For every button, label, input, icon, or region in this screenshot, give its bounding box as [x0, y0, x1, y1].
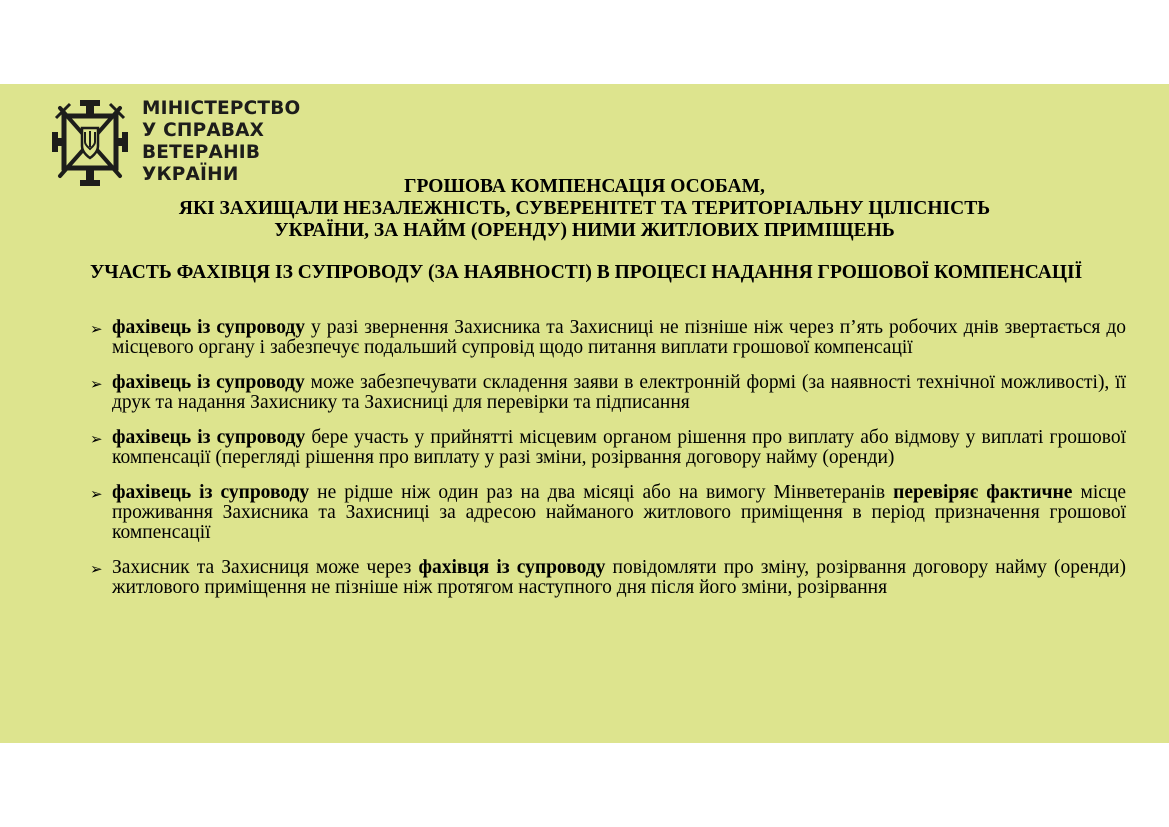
title-line: ЯКІ ЗАХИЩАЛИ НЕЗАЛЕЖНІСТЬ, СУВЕРЕНІТЕТ ТА ТЕРИТОРІАЛЬНУ ЦІЛІСНІСТЬ [178, 198, 991, 219]
bold-phrase: фахівець із супроводу [112, 482, 310, 503]
bold-phrase: перевіряє фактичне [893, 482, 1073, 503]
item-text: Захисник та Захисниця може через [112, 557, 419, 578]
title-line: ГРОШОВА КОМПЕНСАЦІЯ ОСОБАМ, [404, 176, 765, 197]
section-heading: УЧАСТЬ ФАХІВЦЯ ІЗ СУПРОВОДУ (ЗА НАЯВНОСТІ) В ПРОЦЕСІ НАДАННЯ ГРОШОВОЇ КОМПЕНСАЦІЇ [90, 262, 1083, 283]
arrow-bullet-icon: ➢ [90, 320, 103, 338]
list-item [90, 373, 1126, 413]
ministry-logo [50, 98, 300, 188]
bold-phrase: фахівець із супроводу [112, 372, 305, 393]
item-text: повідомляти про зміну, розірвання договору найму (оренди) житлового приміщення не пізніше ніж протягом наступного дня після його зміни, розірвання [112, 557, 1126, 598]
ministry-name [142, 98, 300, 186]
item-text: у разі звернення Захисника та Захисниці не пізніше ніж через п’ять робочих днів звертається до місцевого органу і забезпечує подальший супровід щодо питання виплати грошової компенсації [112, 317, 1126, 358]
page-title [40, 176, 1129, 242]
bold-phrase: фахівець із супроводу [112, 427, 306, 448]
bold-phrase: фахівець із супроводу [112, 317, 306, 338]
arrow-bullet-icon: ➢ [90, 485, 103, 503]
item-text: може забезпечувати складення заяви в електронній формі (за наявності технічної можливості), її друк та надання Захиснику та Захисниці для перевірки та підписання [112, 372, 1127, 413]
arrow-bullet-icon: ➢ [90, 560, 103, 578]
list-item [90, 318, 1126, 358]
ministry-emblem-icon [50, 98, 130, 188]
item-text: бере участь у прийнятті місцевим органом рішення про виплату або відмову у виплаті грошової компенсації (перегляді рішення про виплату у разі зміни, розірвання договору найму (оренди) [112, 427, 1127, 468]
ministry-name-line: МІНІСТЕРСТВО [142, 98, 301, 119]
bullet-list [90, 318, 1126, 613]
arrow-bullet-icon: ➢ [90, 430, 103, 448]
item-text: місце проживання Захисника та Захисниці за адресою найманого житлового приміщення в період призначення грошової компенсації [112, 482, 1126, 543]
list-item [90, 558, 1126, 598]
item-text: не рідше ніж один раз на два місяці або на вимогу Мінветеранів [309, 482, 894, 503]
title-line: УКРАЇНИ, ЗА НАЙМ (ОРЕНДУ) НИМИ ЖИТЛОВИХ ПРИМІЩЕНЬ [274, 220, 895, 241]
bold-phrase: фахівця із супроводу [418, 557, 606, 578]
ministry-name-line: У СПРАВАХ [142, 120, 265, 141]
ministry-name-line: ВЕТЕРАНІВ [142, 142, 261, 163]
ministry-name-line: УКРАЇНИ [142, 164, 239, 185]
list-item [90, 428, 1126, 468]
slide [0, 84, 1169, 743]
arrow-bullet-icon: ➢ [90, 375, 103, 393]
list-item [90, 483, 1126, 543]
